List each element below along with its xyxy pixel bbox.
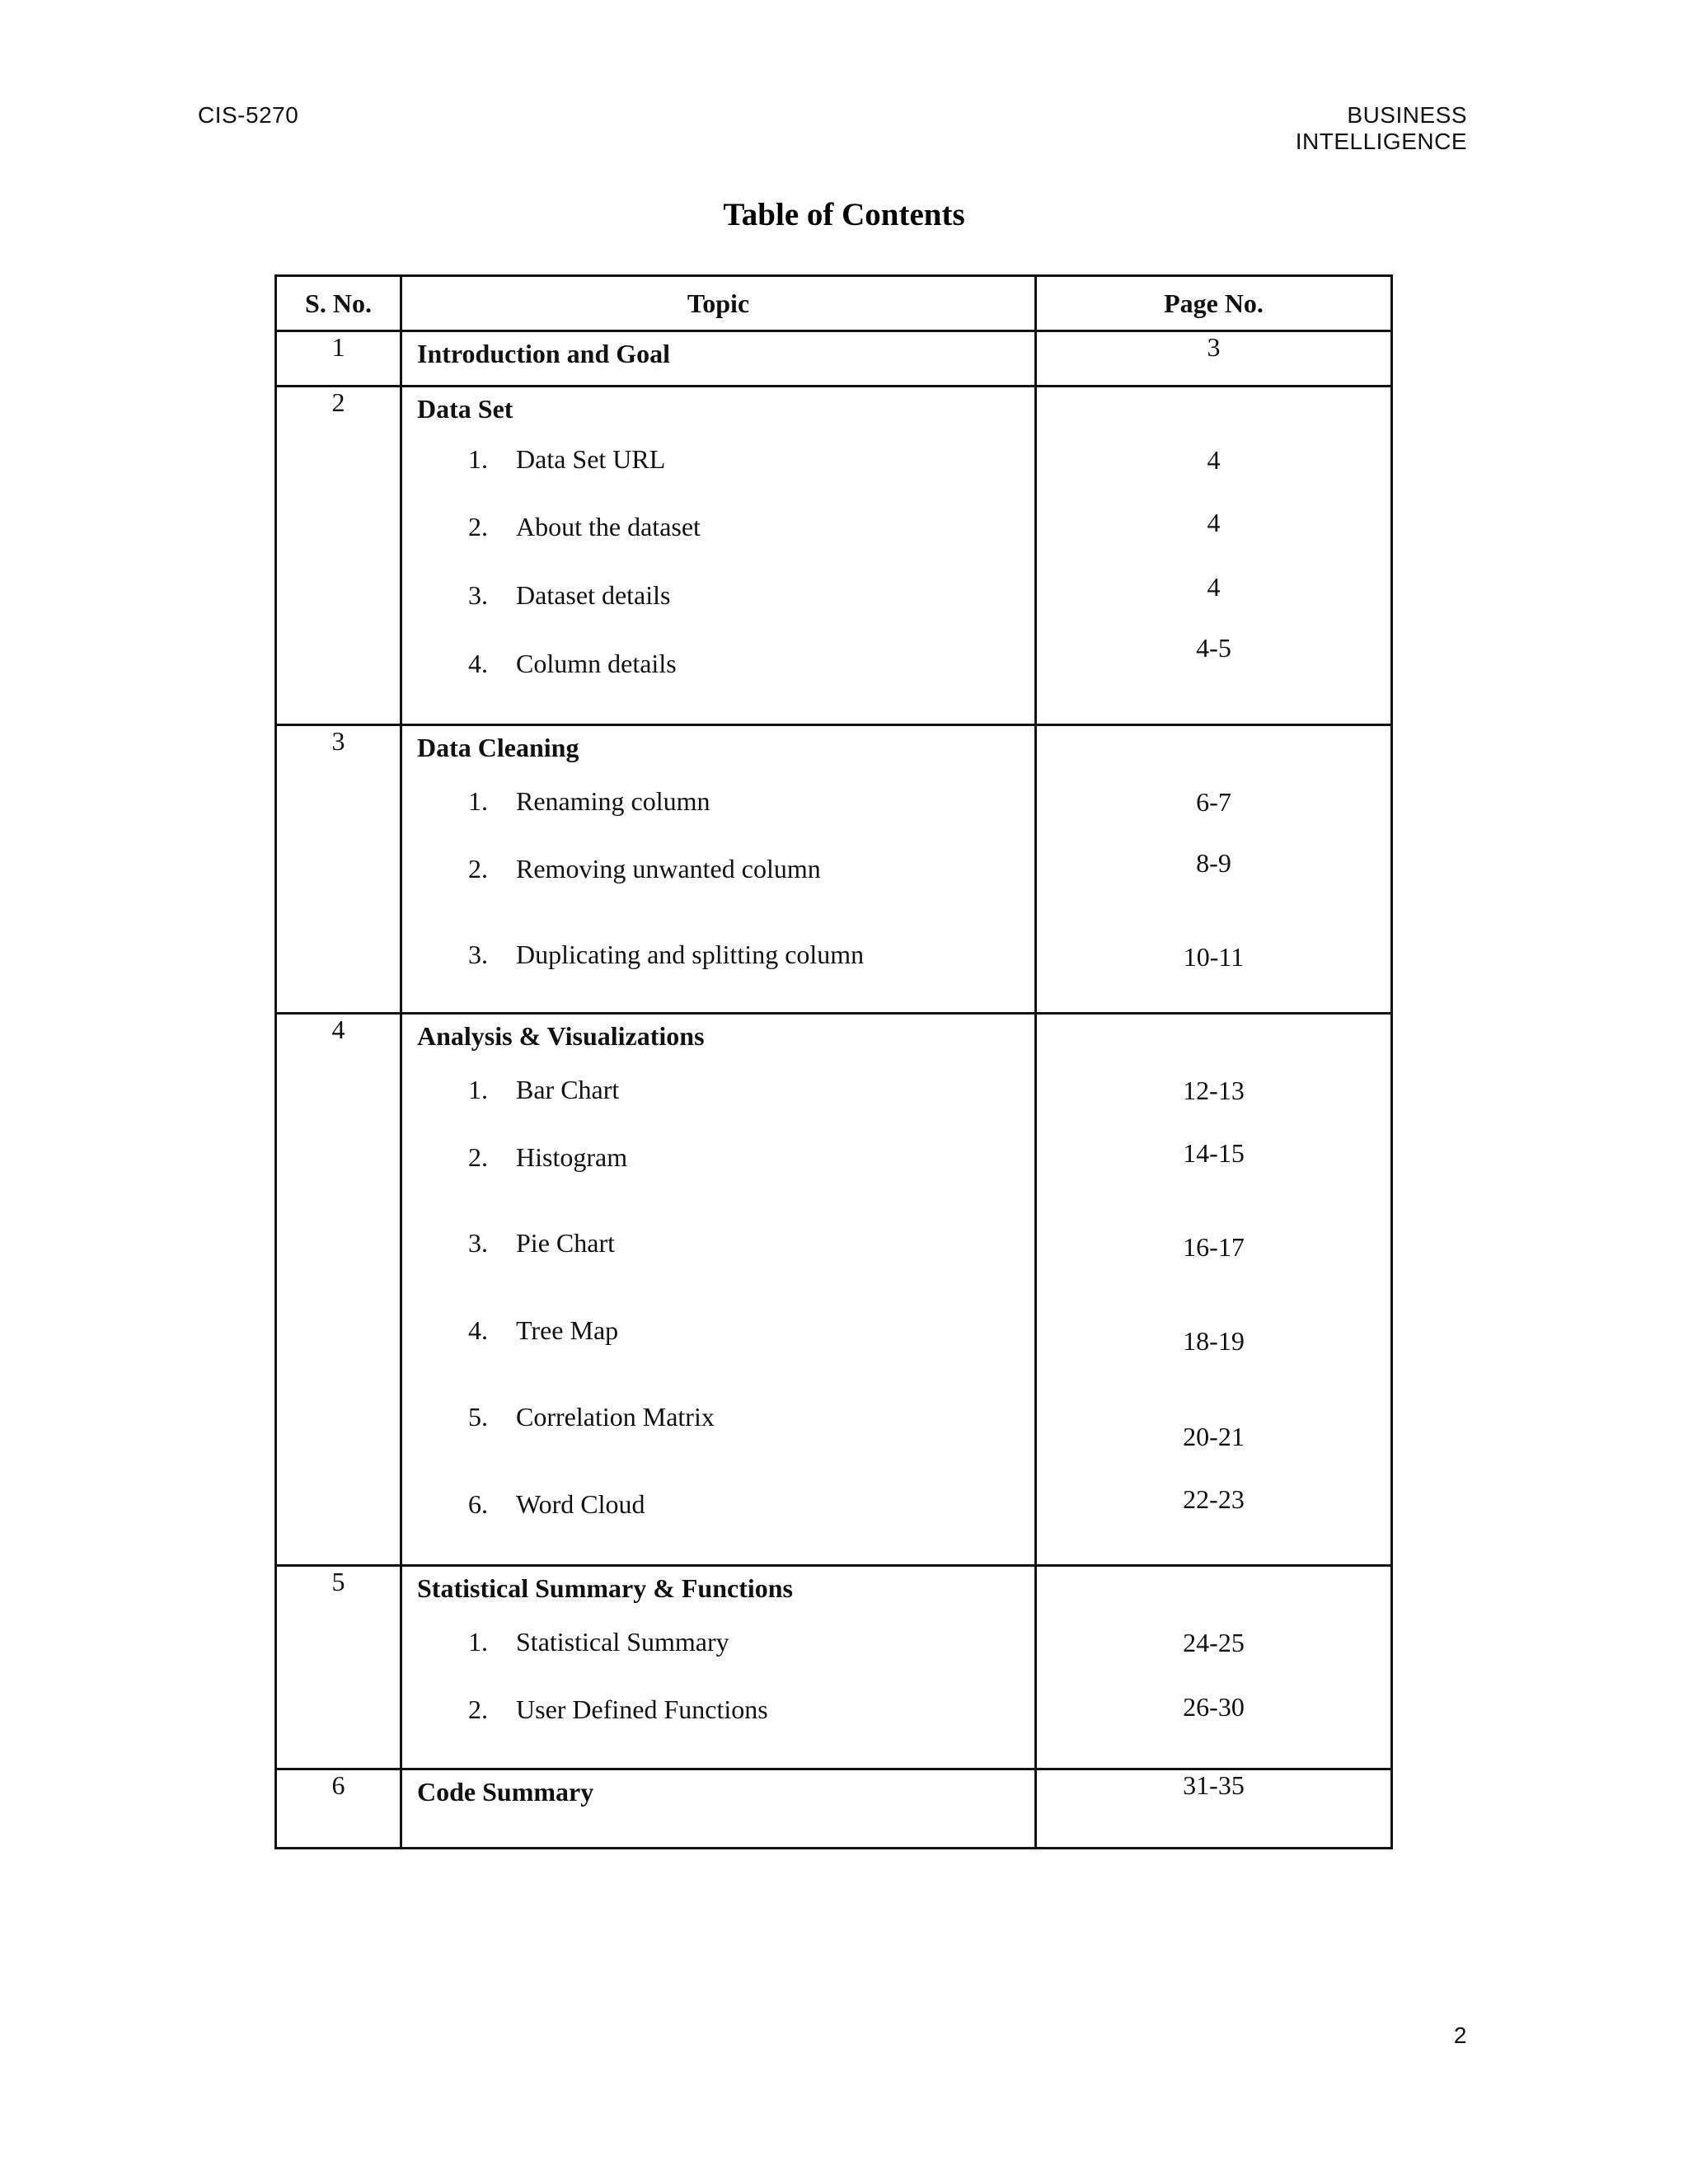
- list-item-page: 14-15: [1183, 1138, 1245, 1168]
- row-page: [1036, 1014, 1392, 1566]
- list-item-label: Data Set URL: [516, 444, 666, 474]
- list-item-label: Pie Chart: [516, 1228, 615, 1258]
- list-item-page: 4-5: [1196, 633, 1231, 663]
- list-item-number: 1.: [468, 1627, 488, 1657]
- row-topic: [401, 1014, 1036, 1566]
- row-sno: 1: [276, 331, 401, 387]
- row-topic: [401, 1769, 1036, 1849]
- list-item-label: Column details: [516, 649, 677, 678]
- list-item-label: Correlation Matrix: [516, 1402, 715, 1432]
- section-title: Statistical Summary & Functions: [417, 1573, 793, 1603]
- section-title: Data Cleaning: [417, 733, 579, 762]
- column-header-topic: Topic: [401, 276, 1036, 331]
- list-item-number: 1.: [468, 444, 488, 474]
- table-row: [276, 725, 1392, 1014]
- list-item-number: 2.: [468, 512, 488, 541]
- list-item-label: Statistical Summary: [516, 1627, 729, 1657]
- list-item-number: 3.: [468, 1228, 488, 1258]
- section-title: Analysis & Visualizations: [417, 1021, 705, 1051]
- list-item-label: About the dataset: [516, 512, 701, 541]
- list-item-page: 24-25: [1183, 1628, 1245, 1657]
- row-page: [1036, 1566, 1392, 1769]
- row-page: 31-35: [1036, 1769, 1392, 1849]
- list-item-number: 2.: [468, 1142, 488, 1172]
- list-item-page: 4: [1207, 445, 1221, 475]
- list-item-number: 2.: [468, 854, 488, 883]
- running-header-course-title: BUSINESS INTELLIGENCE: [1295, 102, 1467, 154]
- page-title: Table of Contents: [723, 197, 965, 232]
- row-sno: 6: [276, 1769, 401, 1849]
- row-topic: [401, 387, 1036, 725]
- list-item-page: 20-21: [1183, 1422, 1245, 1451]
- row-page: 3: [1036, 331, 1392, 387]
- list-item-page: 22-23: [1183, 1484, 1245, 1514]
- list-item-label: Removing unwanted column: [516, 854, 821, 883]
- list-item-label: Renaming column: [516, 786, 710, 816]
- row-page: [1036, 725, 1392, 1014]
- list-item-page: 26-30: [1183, 1692, 1245, 1722]
- list-item-label: Word Cloud: [516, 1489, 645, 1519]
- row-topic: [401, 1566, 1036, 1769]
- row-page: [1036, 387, 1392, 725]
- row-sno: 5: [276, 1566, 401, 1769]
- list-item-label: User Defined Functions: [516, 1694, 768, 1724]
- list-item-number: 5.: [468, 1402, 488, 1432]
- table-row: [276, 1566, 1392, 1769]
- column-header-page: Page No.: [1036, 276, 1392, 331]
- table-header-row: [276, 276, 1392, 331]
- table-row: [276, 1769, 1392, 1849]
- list-item-label: Duplicating and splitting column: [516, 940, 865, 969]
- list-item-label: Dataset details: [516, 580, 671, 610]
- list-item-label: Bar Chart: [516, 1075, 620, 1104]
- list-item-page: 6-7: [1196, 787, 1231, 817]
- list-item-page: 8-9: [1196, 848, 1231, 878]
- running-header-course-code: CIS-5270: [198, 102, 299, 128]
- list-item-page: 12-13: [1183, 1076, 1245, 1105]
- row-sno: 2: [276, 387, 401, 725]
- list-item-page: 18-19: [1183, 1326, 1245, 1356]
- list-item-page: 10-11: [1183, 942, 1245, 972]
- table-row: [276, 387, 1392, 725]
- table-row: [276, 1014, 1392, 1566]
- column-header-sno: S. No.: [276, 276, 401, 331]
- section-title: Introduction and Goal: [417, 339, 671, 368]
- list-item-number: 3.: [468, 580, 488, 610]
- list-item-page: 16-17: [1183, 1232, 1245, 1262]
- list-item-label: Histogram: [516, 1142, 628, 1172]
- list-item-number: 3.: [468, 940, 488, 969]
- list-item-page: 4: [1207, 572, 1221, 602]
- list-item-page: 4: [1207, 508, 1221, 537]
- list-item-number: 4.: [468, 649, 488, 678]
- list-item-number: 4.: [468, 1315, 488, 1345]
- list-item-number: 6.: [468, 1489, 488, 1519]
- list-item-label: Tree Map: [516, 1315, 619, 1345]
- list-item-number: 2.: [468, 1694, 488, 1724]
- list-item-number: 1.: [468, 786, 488, 816]
- row-topic: [401, 725, 1036, 1014]
- row-sno: 4: [276, 1014, 401, 1566]
- page-number: 2: [1453, 2022, 1467, 2048]
- table-row: [276, 331, 1392, 387]
- row-sno: 3: [276, 725, 401, 1014]
- list-item-number: 1.: [468, 1075, 488, 1104]
- section-title: Data Set: [417, 394, 513, 424]
- table-of-contents: [274, 274, 1393, 1849]
- row-topic: [401, 331, 1036, 387]
- section-title: Code Summary: [417, 1777, 594, 1807]
